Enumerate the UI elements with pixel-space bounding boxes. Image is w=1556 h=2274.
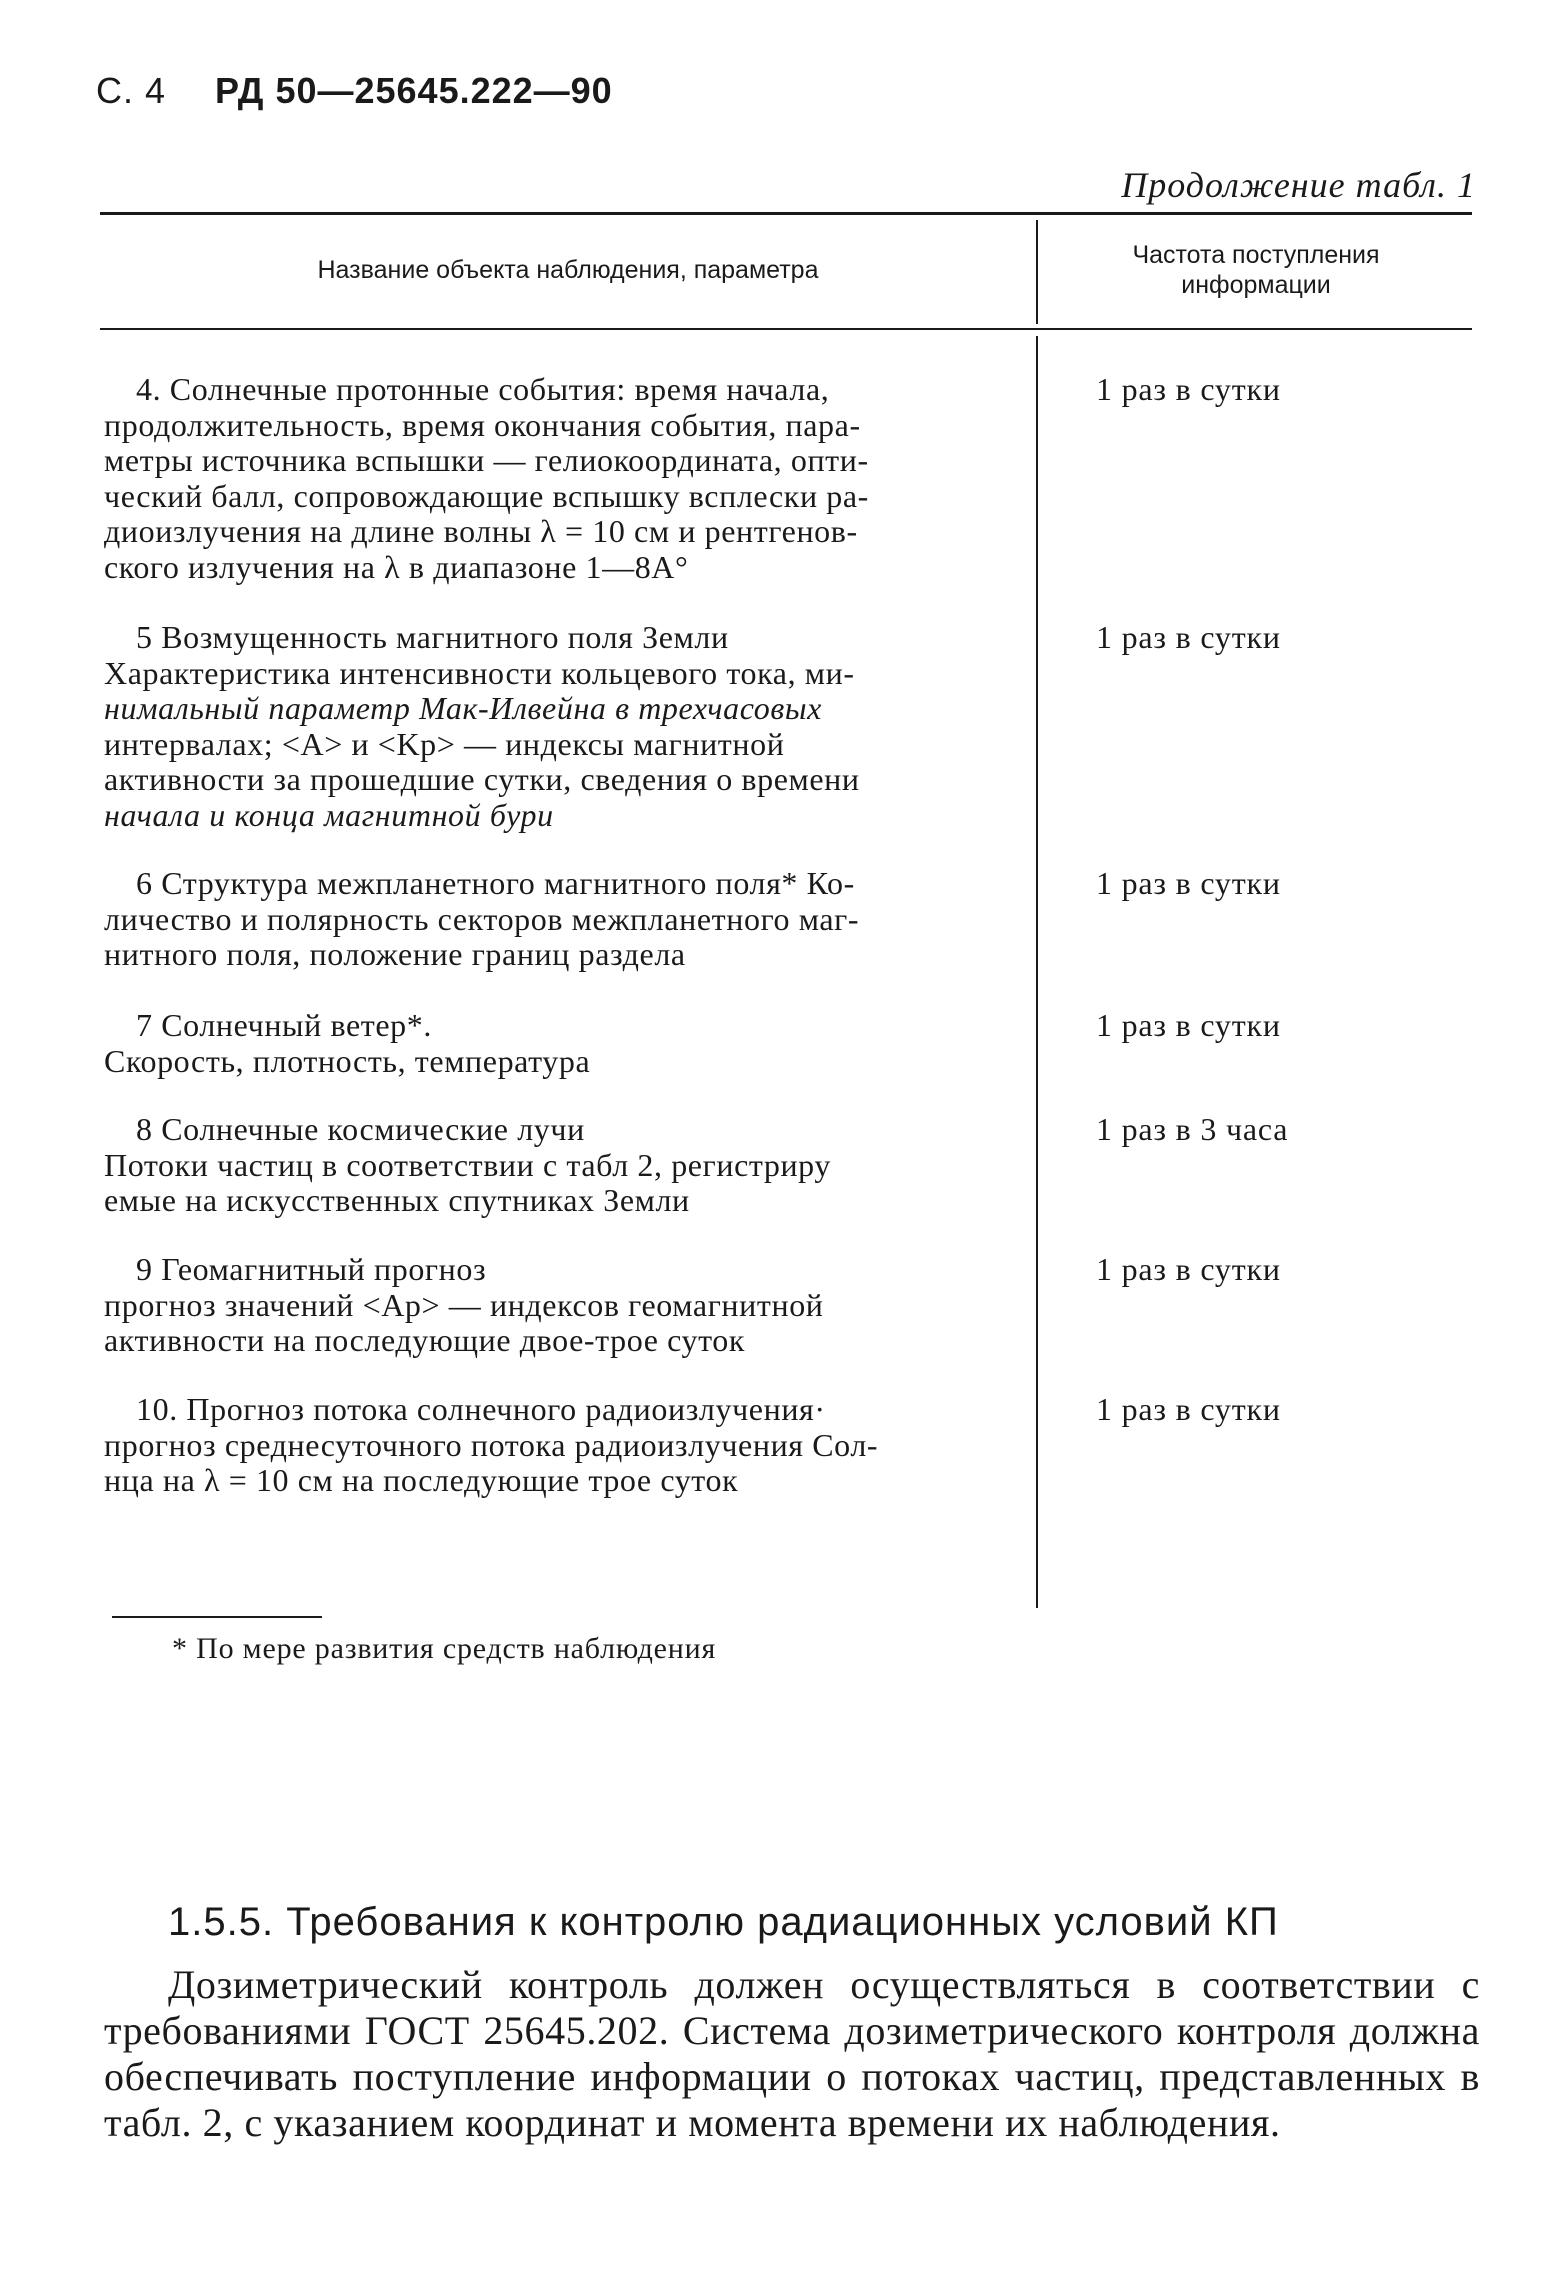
page-number: С. 4 xyxy=(96,70,167,111)
row-line: Скорость, плотность, температура xyxy=(104,1042,591,1079)
table-row-6-text xyxy=(104,866,1008,973)
table-continuation-label: Продолжение табл. 1 xyxy=(1121,165,1476,205)
row-line: 7 Солнечный ветер*. xyxy=(136,1007,432,1043)
table-row-9-text xyxy=(104,1252,1008,1359)
page-header xyxy=(96,70,613,112)
row-line: ского излучения на λ в диапазоне 1—8А° xyxy=(104,548,689,585)
row-line: 4. Солнечные протонные события: время начала, xyxy=(136,371,830,407)
row-line: Характеристика интенсивности кольцевого тока, ми- xyxy=(104,654,855,691)
column-header-name: Название объекта наблюдения, параметра xyxy=(317,256,819,284)
row-line: 5 Возмущенность магнитного поля Земли xyxy=(136,619,729,655)
table-row-5-frequency: 1 раз в сутки xyxy=(1096,619,1281,655)
row-line: емые на искусственных спутниках Земли xyxy=(104,1182,690,1218)
table-row-7-text xyxy=(104,1008,1008,1079)
row-line: прогноз значений <Ap> — индексов геомагнитной xyxy=(104,1286,824,1323)
table-row-8-frequency: 1 раз в 3 часа xyxy=(1096,1111,1289,1147)
table-row-7-frequency: 1 раз в сутки xyxy=(1096,1007,1281,1043)
row-line: интервалах; <A> и <Kp> — индексы магнитной xyxy=(104,725,785,762)
row-line: продолжительность, время окончания события, пара- xyxy=(104,406,861,443)
section-title: 1.5.5. Требования к контролю радиационных условий КП xyxy=(168,1900,1279,1944)
row-line: нитного поля, положение границ раздела xyxy=(104,936,686,972)
row-line: 10. Прогноз потока солнечного радиоизлучения· xyxy=(136,1391,826,1427)
row-line: Потоки частиц в соответствии с табл 2, регистриру xyxy=(104,1146,831,1183)
row-line: 6 Структура межпланетного магнитного поля* Ко- xyxy=(136,865,855,901)
table-body-divider xyxy=(1036,336,1038,1608)
document-code: РД 50—25645.222—90 xyxy=(215,70,613,111)
row-line: нимальный параметр Мак-Илвейна в трехчасовых xyxy=(104,690,822,726)
column-header-frequency xyxy=(1040,240,1472,300)
table-row-10-text xyxy=(104,1392,1008,1499)
table-header-rule xyxy=(100,328,1472,330)
table-header-divider xyxy=(1036,220,1038,324)
section-body: Дозиметрический контроль должен осуществляться в соответствии с требованиями ГОСТ 25645.202. Система дозиметрического контроля должна обеспечивать поступление информации о потоках частиц, представленных в табл. 2, с указанием координат и момента времени их наблюдения. xyxy=(104,1962,1480,2145)
column-header-frequency-line2: информации xyxy=(1181,271,1331,299)
row-line: 9 Геомагнитный прогноз xyxy=(136,1251,487,1287)
table-row-4-frequency: 1 раз в сутки xyxy=(1096,371,1281,407)
table-row-9-frequency: 1 раз в сутки xyxy=(1096,1251,1281,1287)
table-top-rule xyxy=(100,212,1472,215)
row-line: начала и конца магнитной бури xyxy=(104,796,554,833)
table-row-4-text xyxy=(104,372,1008,585)
footnote: * По мере развития средств наблюдения xyxy=(172,1632,717,1665)
row-line: активности на последующие двое-трое суток xyxy=(104,1322,746,1358)
row-line: нца на λ = 10 см на последующие трое суток xyxy=(104,1462,739,1498)
row-line: личество и полярность секторов межпланетного маг- xyxy=(104,900,860,937)
row-line: ческий балл, сопровождающие вспышку всплески ра- xyxy=(104,477,869,514)
row-line: метры источника вспышки — гелиокоордината, опти- xyxy=(104,442,869,478)
table-row-8-text xyxy=(104,1112,1008,1219)
table-row-6-frequency: 1 раз в сутки xyxy=(1096,865,1281,901)
footnote-rule xyxy=(112,1616,322,1618)
row-line: прогноз среднесуточного потока радиоизлучения Сол- xyxy=(104,1426,879,1463)
table-row-10-frequency: 1 раз в сутки xyxy=(1096,1391,1281,1427)
row-line: активности за прошедшие сутки, сведения о времени xyxy=(104,761,860,797)
row-line: диоизлучения на длине волны λ = 10 см и рентгенов- xyxy=(104,513,858,549)
column-header-frequency-line1: Частота поступления xyxy=(1132,241,1380,269)
row-line: 8 Солнечные космические лучи xyxy=(136,1111,585,1147)
table-row-5-text xyxy=(104,620,1008,833)
